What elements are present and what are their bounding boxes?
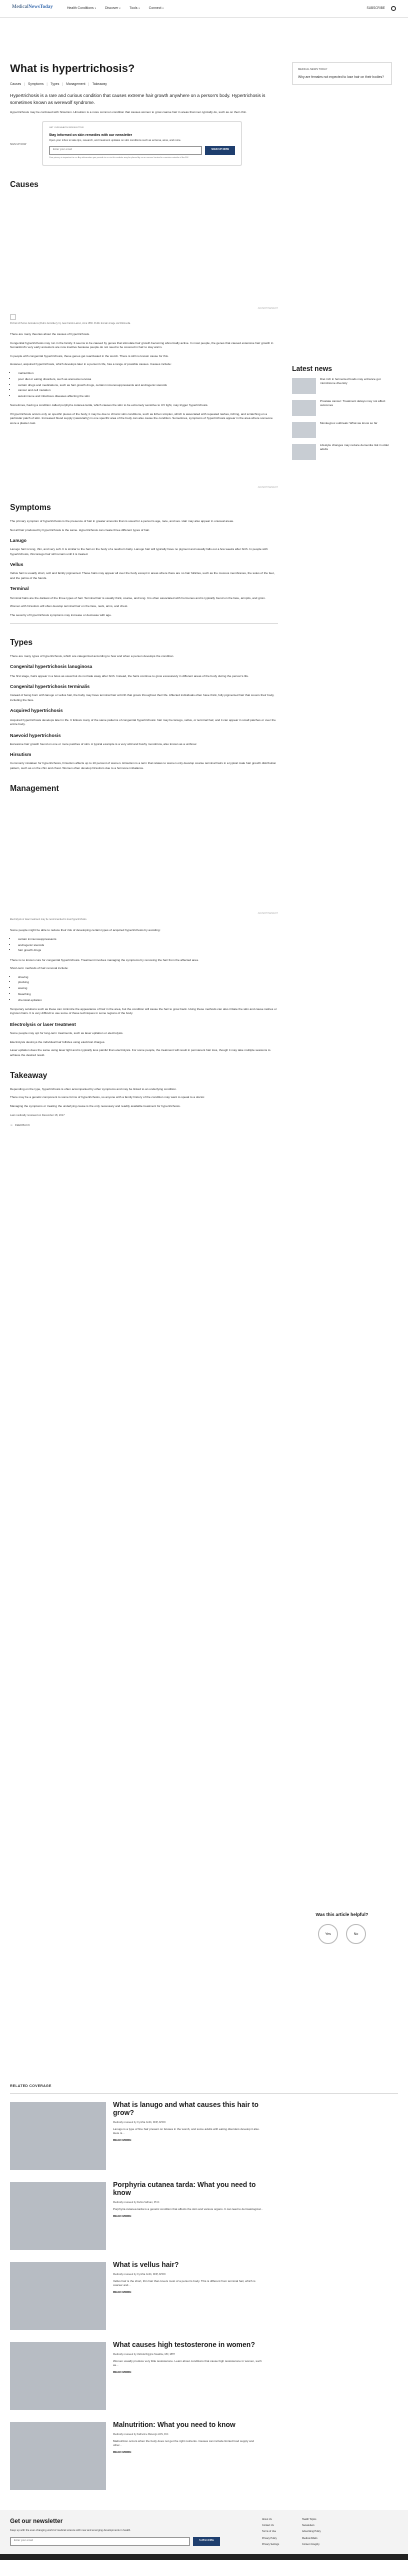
newsletter-wrapper	[10, 121, 278, 166]
related-meta: Medically reviewed by Cynthia Cobb, DNP, APRN	[113, 2272, 166, 2276]
paragraph: The first stage, hairs appear in a fetus as usual but do not fade away after birth. Instead, the hairs continue to grow excessively in different areas of the body during the person's life.	[10, 673, 249, 678]
chevron-down-icon: ▾	[94, 6, 97, 10]
divider	[10, 623, 278, 624]
list-item: • waxing	[18, 986, 278, 990]
footer-link[interactable]: Privacy Policy	[262, 2536, 277, 2540]
feedback-row	[10, 1124, 278, 1128]
related-heading: RELATED COVERAGE	[10, 2084, 398, 2094]
related-thumbnail[interactable]	[10, 2422, 106, 2490]
paragraph: Electrolysis destroys the individual hair follicles using electrical charges.	[10, 1039, 106, 1044]
paragraph: Terminal hairs are the darkest of the three types of hair. Terminal hair is usually thick, coarse, and long. It is often associated with hormones and is typically found on the face, armpits, and groin.	[10, 595, 266, 600]
paragraph: The severity of hypertrichosis symptoms may increase or decrease with age.	[10, 612, 112, 617]
latest-news-thumbnail[interactable]	[292, 422, 316, 438]
paragraph: Managing the symptoms or treating the underlying cause is the only necessary and readily available treatment for hypertrichosis.	[10, 1103, 181, 1108]
image-caption: Portrait of Petrus Gonsalvus (Pedro González), by Jean Fantin-Latour, circa 1580. Public domain image via Wikimedia.	[10, 323, 131, 326]
related-content	[113, 2182, 263, 2250]
feedback-label[interactable]: FEEDBACK	[14, 1122, 30, 1127]
chevron-down-icon: ▾	[138, 6, 140, 10]
footer-newsletter-text: Keep up with the ever-changing world of medical science with new and emerging developments in health.	[10, 2529, 131, 2533]
paragraph: There are many types of hypertrichosis, which are categorized according to how and when a person develops the condition.	[10, 653, 175, 658]
subheading-naevoid: Naevoid hypertrichosis	[10, 732, 61, 738]
related-description: Lanugo is a type of fine hair present on fetuses in the womb, and some adults with eating disorders develop it also. Here is...	[113, 2127, 260, 2136]
footer-link[interactable]: Advertising Policy	[302, 2530, 321, 2534]
paragraph: Lanugo hair is long, thin, and very soft. It is similar to the hair on the body of a newborn baby. Lanugo hair will typically have no pigment and usually falls out a few weeks after birth. In people with hypertrichosis, this lanugo hair will remain until it is treated.	[10, 547, 268, 556]
tab-takeaway[interactable]: Takeaway	[92, 81, 107, 86]
related-meta: Medically reviewed by Debra Sullivan, Ph.D.	[113, 2200, 160, 2204]
subheading-terminal: Terminal	[10, 586, 29, 592]
related-thumbnail[interactable]	[10, 2102, 106, 2170]
latest-news-item[interactable]	[292, 444, 392, 460]
read-more-link[interactable]: READ MORE	[113, 2450, 132, 2455]
hair-removal-list	[18, 975, 278, 1002]
list-item: • plucking	[18, 980, 278, 984]
paragraph: Laser epilation does the same using laser light and is typically less painful than electrolysis. For some people, the treatment will result in permanent hair loss, though it may take multiple sessions to achieve the desired result.	[10, 1048, 271, 1057]
related-title[interactable]: What is vellus hair?	[113, 2261, 179, 2269]
helpful-no-button[interactable]: No	[346, 1924, 366, 1944]
paragraph: Not all hair produced by hypertrichosis is the same. Hypertrichosis can create three different types of hair.	[10, 527, 150, 532]
related-title[interactable]: What causes high testosterone in women?	[113, 2341, 255, 2349]
list-item: • hair growth drugs	[18, 948, 278, 952]
chevron-down-icon: ▾	[162, 6, 164, 10]
related-meta: Medically reviewed by Valinda Riggins Nwadike, MD, MPH	[113, 2352, 176, 2356]
latest-news-title[interactable]: Diet rich in fermented foods may enhance gut microbiome diversity	[320, 377, 381, 386]
latest-news-title[interactable]: Monkeypox outbreak: What we know so far	[320, 421, 378, 426]
latest-news-thumbnail[interactable]	[292, 444, 316, 460]
helpful-buttons	[292, 1924, 392, 1944]
search-icon[interactable]	[391, 6, 396, 11]
list-item: • shaving	[18, 975, 278, 979]
causes-list	[18, 371, 278, 398]
subheading-cong-lanugo: Congenital hypertrichosis lanuginosa	[10, 664, 93, 670]
related-coverage	[10, 2084, 398, 2502]
footer	[0, 2510, 408, 2560]
related-item[interactable]	[10, 2102, 398, 2170]
read-more-link[interactable]: READ MORE	[113, 2290, 132, 2295]
section-heading-takeaway: Takeaway	[10, 1071, 48, 1081]
related-description: Women usually produce very little testosterone. Learn about conditions that cause high testosterone in women, such as...	[113, 2359, 262, 2368]
newsletter-signup-button[interactable]: SIGN UP NOW	[205, 146, 235, 155]
footer-link[interactable]: Content Integrity	[302, 2542, 320, 2546]
tab-types[interactable]: Types	[50, 81, 60, 86]
tab-separator: |	[88, 81, 90, 86]
image-caption: Electrolysis or laser treatment may be recommended to treat hypertrichosis.	[10, 919, 87, 922]
footer-links	[262, 2518, 342, 2546]
article-tabs	[10, 82, 278, 86]
tab-management[interactable]: Management	[66, 81, 86, 86]
footer-link[interactable]: Health Topics	[302, 2518, 317, 2521]
newsletter-legal: Your privacy is important to us. Any information you provide to us via this website may be placed by us on servers located in countries outside of the EU.	[49, 156, 189, 159]
section-heading-management: Management	[10, 784, 59, 794]
advertisement: ADVERTISEMENT	[257, 307, 278, 311]
paragraph: Short-term methods of hair removal include:	[10, 966, 69, 971]
read-more-link[interactable]: READ MORE	[113, 2214, 132, 2219]
subheading-vellus: Vellus	[10, 562, 24, 568]
list-item: • poor diet or eating disorders, such as anorexia nervosa	[18, 377, 278, 381]
footer-link[interactable]: Privacy Settings	[262, 2542, 280, 2546]
paragraph: Vellus hair is usually short, soft and faintly pigmented. These hairs may appear all over the body except in areas where there are no hair follicles, such as the mucous membranes, the soles of the feet, and the palms of the hands.	[10, 571, 275, 580]
paragraph: However, acquired hypertrichosis, which develops later in a person's life, has a range of possible causes. Causes include:	[10, 362, 172, 367]
paragraph: Hypertrichosis may be confused with hirsutism. Hirsutism is a more common condition that causes women to grow coarse hair in areas that men typically do, such as on their chin.	[10, 110, 247, 115]
related-description: Malnutrition occurs when the body does not get the right nutrients. Causes can include limited food supply and other...	[113, 2439, 254, 2448]
chevron-down-icon: ▾	[119, 6, 121, 10]
read-more-link[interactable]: READ MORE	[113, 2370, 132, 2375]
related-meta: Medically reviewed by Cynthia Cobb, DNP, APRN	[113, 2120, 166, 2124]
paragraph: Commonly mistaken for hypertrichosis, hirsutism affects up to 10 percent of women. Hirsutism is a term that relates to women only develop coarse terminal hairs in a typical male hair growth distribution pattern, such as on the chin and chest. Women often develop hirsutism due to a hormone imbalance.	[10, 761, 277, 770]
related-thumbnail[interactable]	[10, 2342, 106, 2410]
last-reviewed: Last medically reviewed on December 18, 2017	[10, 1114, 65, 1118]
related-item[interactable]	[10, 2422, 398, 2490]
latest-news-title[interactable]: Prostate cancer: Treatment delays may not affect outcomes	[320, 399, 386, 408]
paragraph: Instead of being born with lanugo or vellus hair, the baby may have terminal hair at birth that grows throughout their life. Affected individuals often have thick, fully pigmented hair that covers their body, including the face.	[10, 693, 275, 702]
sidebar-card-kicker: MEDICAL NEWS TODAY	[298, 68, 328, 71]
subheading-hirsutism: Hirsutism	[10, 752, 32, 758]
advertisement: ADVERTISEMENT	[257, 911, 278, 915]
related-title[interactable]: What is lanugo and what causes this hair to grow?	[113, 2101, 259, 2117]
related-item[interactable]	[10, 2182, 398, 2250]
section-heading-types: Types	[10, 638, 33, 648]
section-heading-symptoms: Symptoms	[10, 503, 51, 513]
sidebar-promo-card[interactable]	[292, 62, 392, 85]
helpful-question: Was this article helpful?	[315, 1912, 369, 1918]
feedback-icon[interactable]: ☺	[10, 1122, 13, 1127]
related-content	[113, 2342, 263, 2410]
paragraph: There may be a genetic component to some forms of hypertrichosis, so anyone with a family history of the condition may want to speak to a doctor.	[10, 1095, 205, 1100]
list-item: • malnutrition	[18, 371, 278, 375]
related-title[interactable]: Malnutrition: What you need to know	[113, 2421, 236, 2429]
paragraph: Excessive hair growth found on one or more patches of skin. A typical example is a very wild and bushy monobrow, also known as a unibrow.	[10, 741, 197, 746]
related-content	[113, 2262, 263, 2330]
footer-email-input[interactable]: Enter your email	[10, 2537, 190, 2546]
paragraph: There is no known cure for congenital hypertrichosis. Treatment involves managing the symptoms by removing the hair from the affected area.	[10, 957, 199, 962]
footer-link[interactable]: About Us	[262, 2518, 272, 2521]
site-logo[interactable]: MedicalNewsToday	[12, 5, 53, 11]
latest-news-thumbnail[interactable]	[292, 378, 316, 394]
tab-separator: |	[24, 81, 26, 86]
sidebar-spacer	[292, 466, 392, 1906]
subheading-lanugo: Lanugo	[10, 538, 27, 544]
article-title: What is hypertrichosis?	[10, 63, 135, 75]
newsletter-side-label: SIGN UP NOW	[10, 142, 27, 146]
paragraph: Some people may opt for long-term treatments, such as laser epilation or electrolysis.	[10, 1031, 124, 1036]
helpful-widget	[292, 1912, 392, 1944]
footer-link[interactable]: Terms of Use	[262, 2530, 277, 2534]
nav-health-conditions[interactable]: Health Conditions ▾	[66, 6, 97, 11]
image-placeholder-icon	[10, 314, 16, 320]
read-more-link[interactable]: READ MORE	[113, 2138, 132, 2143]
article-intro: Hypertrichosis is a rare and curious condition that causes extreme hair growth anywhere on a person's body. Hypertrichosis is sometimes known as werewolf syndrome.	[10, 93, 266, 105]
latest-news-item[interactable]	[292, 378, 392, 394]
footer-link[interactable]: Medical Affairs	[302, 2536, 318, 2540]
latest-news-item[interactable]	[292, 422, 392, 438]
paragraph: In people with congenital hypertrichosis, these genes get reactivated in the womb. There is still no known cause for this.	[10, 353, 169, 358]
list-item: • bleaching	[18, 992, 278, 996]
footer-newsletter-form	[10, 2537, 220, 2546]
paragraph: Acquired hypertrichosis develops later in life. It follows many of the same patterns of congenital hypertrichosis: hair may be lanugo, vellus, or terminal hair, and it can appear in small patches or over the entire body.	[10, 717, 276, 727]
footer-subscribe-button[interactable]: SUBSCRIBE	[193, 2537, 220, 2546]
related-item[interactable]	[10, 2262, 398, 2330]
latest-news-title[interactable]: Lifestyle changes may reduce dementia risk in older adults	[320, 443, 390, 452]
tab-separator: |	[62, 81, 64, 86]
avoid-list	[18, 937, 278, 953]
subscribe-link[interactable]: SUBSCRIBE	[366, 6, 385, 11]
newsletter-kicker: GET OUR HEALTH NEWSLETTER	[49, 126, 84, 129]
list-item: • chemical epilation	[18, 998, 278, 1002]
related-content	[113, 2102, 263, 2170]
paragraph: Depending on the type, hypertrichosis is often accompanied by other symptoms and may be linked to an underlying condition.	[10, 1086, 177, 1091]
list-item: • androgenic steroids	[18, 943, 278, 947]
paragraph: Temporary solutions such as these can minimize the appearance of hair in the area, but the condition will cause the hair to grow back. Using these methods can also irritate the skin and cause rashes or ingrown hairs. It is very difficult to use some of these techniques in some regions of the body.	[10, 1006, 277, 1016]
paragraph: If hypertrichosis occurs only on specific pieces of the body, it may be due to chronic skin conditions, such as lichen simplex, which is associated with repeated rashes, itching, and scratching on a particular patch of skin. Increased blood supply (vascularity) in one specific area of the body can also cause the condition. Sometimes, symptoms of hypertrichosis appear in the area where someone wore a plaster cast.	[10, 411, 273, 425]
nav-tools[interactable]: Tools ▾	[129, 6, 140, 11]
related-thumbnail[interactable]	[10, 2182, 106, 2250]
paragraph: The primary symptom of hypertrichosis is the presence of hair in greater amounts than is usual for a person's age, race, and sex. Hair may also appear in unusual areas.	[10, 519, 234, 524]
subheading-electrolysis: Electrolysis or laser treatment	[10, 1021, 76, 1027]
list-item: • cancer and cell mutation	[18, 388, 278, 392]
subheading-cong-terminalis: Congenital hypertrichosis terminalis	[10, 684, 90, 690]
newsletter-box	[42, 121, 242, 166]
related-item[interactable]	[10, 2342, 398, 2410]
newsletter-text: Open your inbox to take tips, research, and treatment updates on skin conditions such as eczema, acne, and more.	[49, 139, 182, 143]
related-content	[113, 2422, 263, 2490]
article	[10, 62, 278, 1142]
nav-connect[interactable]: Connect ▾	[148, 6, 164, 11]
paragraph: Sometimes, having a condition called porphyria cutanea tarda, which causes the skin to be extremely sensitive to UV light, may trigger hypertrichosis.	[10, 403, 209, 408]
footer-newsletter	[10, 2518, 220, 2546]
paragraph: Women with hirsutism will often develop terminal hair on the face, neck, arms, and chest.	[10, 604, 128, 609]
sidebar-card-title[interactable]: Why are females not expected to lose hair on their bodies?	[298, 74, 384, 79]
footer-link[interactable]: Newsletters	[302, 2524, 315, 2528]
tab-causes[interactable]: Causes	[10, 81, 22, 86]
sidebar	[292, 62, 392, 1944]
latest-news-thumbnail[interactable]	[292, 400, 316, 416]
related-meta: Medically reviewed by Katherine Marengo LDN, R.D.	[113, 2432, 169, 2436]
tab-separator: |	[46, 81, 48, 86]
subheading-acquired: Acquired hypertrichosis	[10, 708, 63, 714]
tab-symptoms[interactable]: Symptoms	[28, 81, 44, 86]
footer-bottom-bar	[0, 2554, 408, 2560]
helpful-yes-button[interactable]: Yes	[318, 1924, 338, 1944]
sidebar-spacer	[292, 135, 392, 365]
list-item: • certain immunosuppressants	[18, 937, 278, 941]
related-title[interactable]: Porphyria cutanea tarda: What you need to know	[113, 2181, 256, 2197]
latest-news-heading: Latest news	[292, 365, 333, 373]
newsletter-form	[49, 146, 235, 155]
list-item: • autoimmune and infectious diseases affecting the skin	[18, 394, 278, 398]
newsletter-title: Stay informed on skin remedies with our newsletter	[49, 132, 133, 137]
site-header	[0, 0, 408, 18]
advertisement: ADVERTISEMENT	[257, 486, 278, 490]
paragraph: Congenital hypertrichosis may run in the family. It seems to be caused by genes that stimulate hair growth becoming abnormally active. In most people, the genes that caused extensive hair growth in humankind's very early ancestors are now inactive because people do not need to be covered in hair to stay warm.	[10, 340, 274, 350]
footer-newsletter-title: Get our newsletter	[10, 2519, 63, 2525]
nav-discover[interactable]: Discover ▾	[105, 6, 121, 11]
section-heading-causes: Causes	[10, 179, 39, 189]
footer-link[interactable]: Contact Us	[262, 2524, 274, 2528]
list-item: • certain drugs and medications, such as hair growth drugs, certain immunosuppressants and androgenic steroids	[18, 383, 278, 387]
newsletter-email-input[interactable]: Enter your email	[49, 146, 202, 155]
paragraph: Some people might be able to reduce their risk of developing certain types of acquired hypertrichosis by avoiding:	[10, 928, 161, 933]
paragraph: There are many theories about the causes of hypertrichosis.	[10, 332, 90, 337]
latest-news-item[interactable]	[292, 400, 392, 416]
related-description: Vellus hair is the short, thin hair that covers most of a person's body. This is different from terminal hair, which is coarser and...	[113, 2279, 256, 2288]
related-thumbnail[interactable]	[10, 2262, 106, 2330]
related-description: Porphyria cutanea tarda is a genetic condition that affects the skin and various organs. It can lead to dermatological...	[113, 2207, 263, 2212]
